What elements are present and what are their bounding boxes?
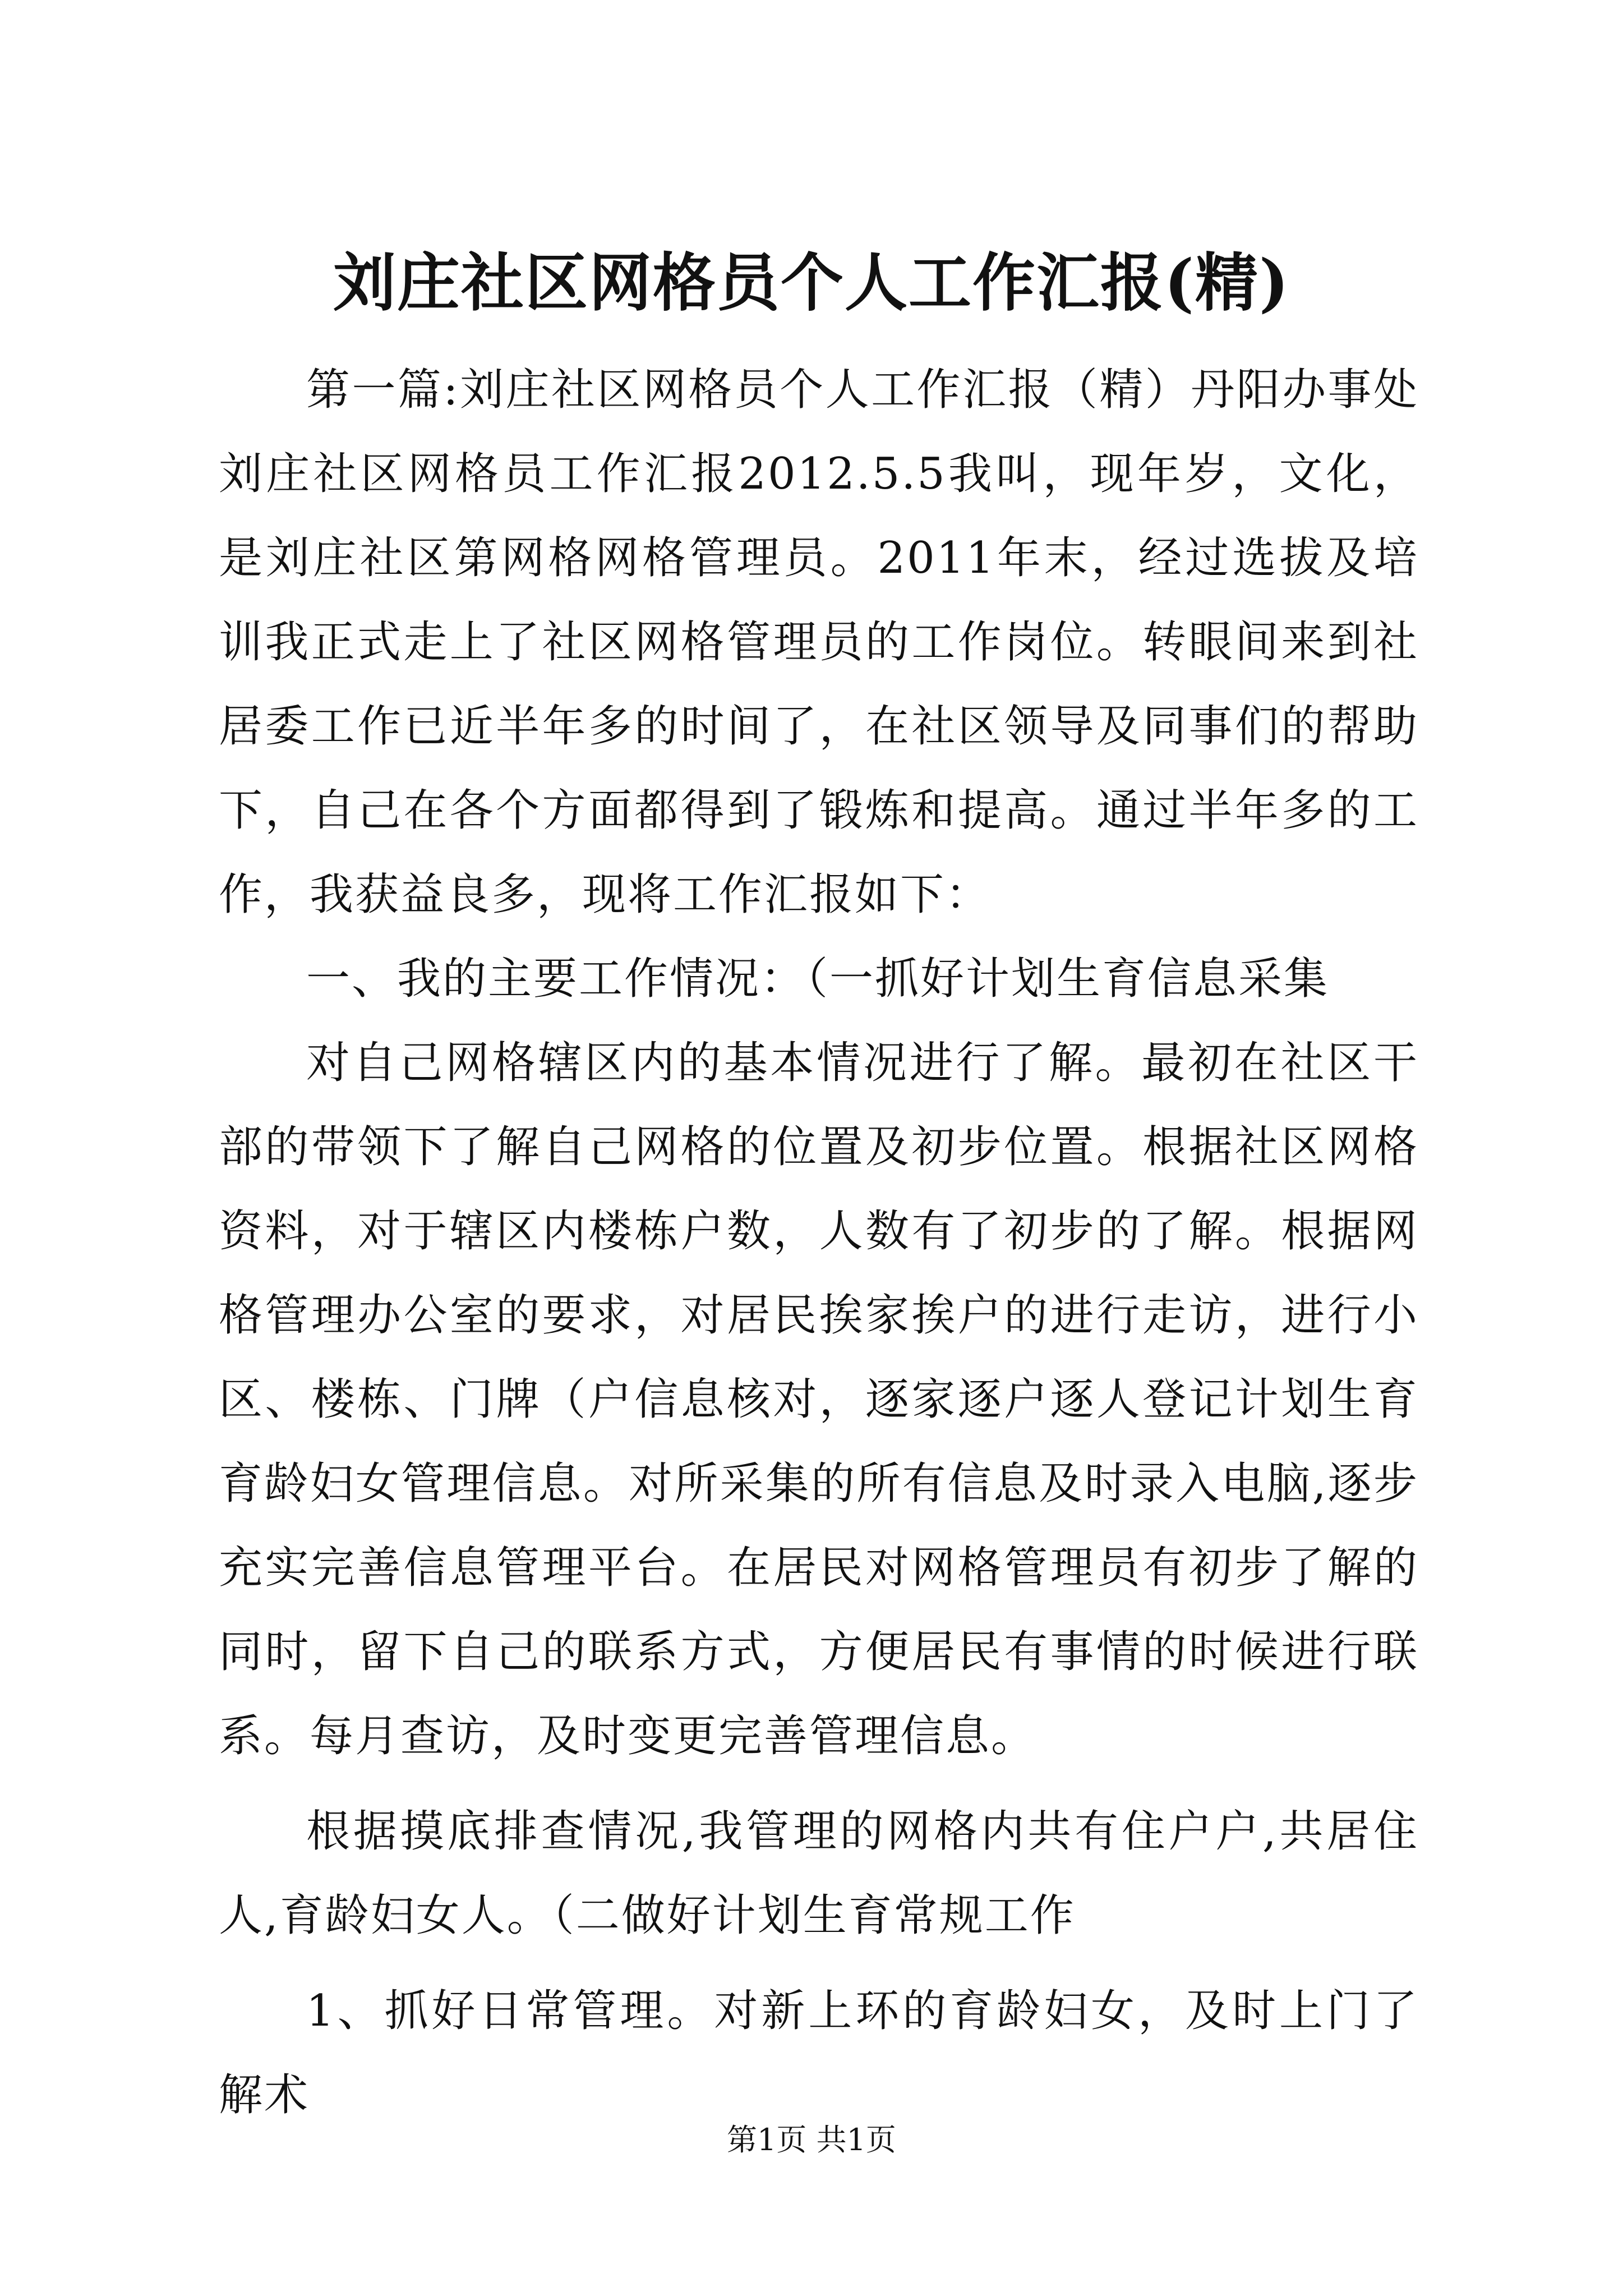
paragraph-daily-management: 1、抓好日常管理。对新上环的育龄妇女，及时上门了解术 <box>219 1986 1419 2120</box>
paragraph-info-collection: 对自己网格辖区内的基本情况进行了解。最初在社区干部的带领下了解自己网格的位置及初步位置。根据社区网格资料，对于辖区内楼栋户数，人数有了初步的了解。根据网格管理办公室的要求，对居民挨家挨户的进行走访，进行小区、楼栋、门牌（户信息核对，逐家逐户逐人登记计划生育育龄妇女管理信息。对所采集的所有信息及时录入电脑,逐步充实完善信息管理平台。在居民对网格管理员有初步了解的同时，留下自己的联系方式，方便居民有事情的时候进行联系。每月查访，及时变更完善管理信息。 <box>219 1038 1419 1761</box>
page-footer: 第1页 共1页 <box>727 2122 896 2157</box>
document-title: 刘庄社区网格员个人工作汇报(精) <box>333 246 1290 320</box>
paragraph-survey-results: 根据摸底排查情况,我管理的网格内共有住户户,共居住人,育龄妇女人。（二做好计划生育常规工作 <box>219 1806 1419 1941</box>
paragraph-intro: 第一篇:刘庄社区网格员个人工作汇报（精）丹阳办事处刘庄社区网格员工作汇报2012.5.5我叫，现年岁，文化，是刘庄社区第网格网格管理员。2011年末，经过选拔及培训我正式走上了社区网格管理员的工作岗位。转眼间来到社居委工作已近半年多的时间了，在社区领导及同事们的帮助下，自己在各个方面都得到了锻炼和提高。通过半年多的工作，我获益良多，现将工作汇报如下： <box>219 365 1419 920</box>
paragraph-section-heading: 一、我的主要工作情况：（一抓好计划生育信息采集 <box>306 954 1330 1004</box>
document-body <box>219 348 1419 2137</box>
